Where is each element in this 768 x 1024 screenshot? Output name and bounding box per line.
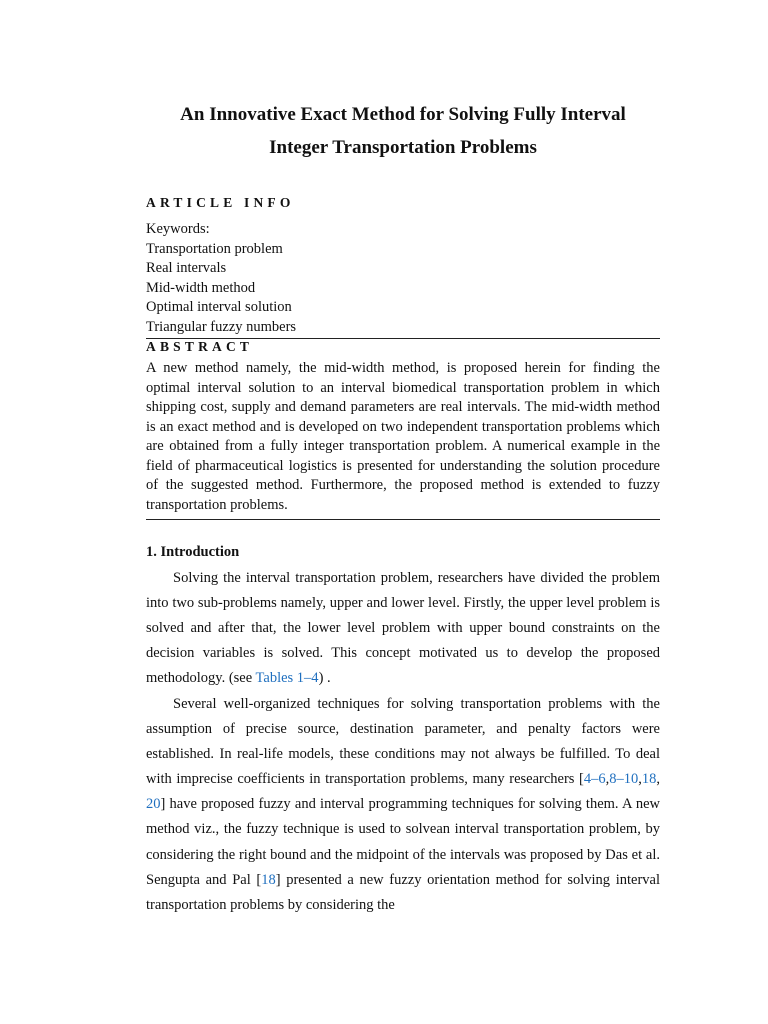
citation-link[interactable]: 18 <box>641 771 657 788</box>
tables-link[interactable]: Tables 1–4 <box>255 670 319 687</box>
section-heading-introduction: 1. Introduction <box>146 544 240 560</box>
divider-bottom <box>146 519 660 520</box>
citation-separator: , <box>656 771 660 788</box>
citation-link[interactable]: 18 <box>261 871 276 888</box>
keywords-block <box>146 220 296 338</box>
paper-title <box>146 98 660 164</box>
intro-p2-text-a: Several well-organized techniques for solving transportation problems with the assumption of precise source, destination parameter, and penalty factors were established. In real-life models, these conditions may not always be fulfilled. To deal with imprecise coefficients in transportation problems, many researchers [ <box>146 696 660 788</box>
keywords-label: Keywords: <box>146 221 210 237</box>
article-info-heading: ARTICLE INFO <box>146 195 295 210</box>
abstract-heading: ABSTRACT <box>146 339 254 354</box>
citation-link[interactable]: 4–6 <box>583 771 606 788</box>
keyword-item: Optimal interval solution <box>146 299 292 316</box>
keyword-item: Triangular fuzzy numbers <box>146 318 297 335</box>
title-line-1: An Innovative Exact Method for Solving Fully Interval <box>180 104 626 125</box>
intro-p2-text-b: ] have proposed fuzzy and interval programming techniques for solving them. A new method viz., the fuzzy technique is used to solvean interval transportation problem, by considering the right bound and the midpoint of the intervals was proposed by Das et al. Sengupta and Pal [ <box>146 796 660 888</box>
keyword-item: Mid-width method <box>146 279 256 296</box>
keyword-item: Transportation problem <box>146 240 283 257</box>
title-line-2: Integer Transportation Problems <box>269 137 537 158</box>
citation-separator: , <box>605 771 610 788</box>
intro-p2-text-c: ] presented a new fuzzy orientation method for solving interval transportation problems by considering the <box>146 871 660 913</box>
citation-link[interactable]: 8–10 <box>609 771 639 788</box>
citation-link[interactable]: 20 <box>146 796 161 813</box>
intro-paragraph-1 <box>146 566 660 691</box>
keyword-item: Real intervals <box>146 260 227 277</box>
intro-p1-text: Solving the interval transportation problem, researchers have divided the problem into two sub-problems namely, upper and lower level. Firstly, the upper level problem is solved and after that, the lower level problem with upper bound constraints on the decision variables is solved. This concept motivated us to develop the proposed methodology. (see <box>146 570 660 687</box>
intro-p1-end: ) . <box>318 670 331 687</box>
citation-separator: , <box>638 771 642 788</box>
intro-paragraph-2 <box>146 692 660 918</box>
abstract-text: A new method namely, the mid-width method, is proposed herein for finding the optimal interval solution to an interval biomedical transportation problem in which shipping cost, supply and demand parameters are real intervals. The mid-width method is an exact method and is developed on two independent transportation problems which are obtained from a fully integer transportation problem. A numerical example in the field of pharmaceutical logistics is presented for understanding the solution procedure of the suggested method. Furthermore, the proposed method is extended to fuzzy transportation problems. <box>146 360 660 513</box>
